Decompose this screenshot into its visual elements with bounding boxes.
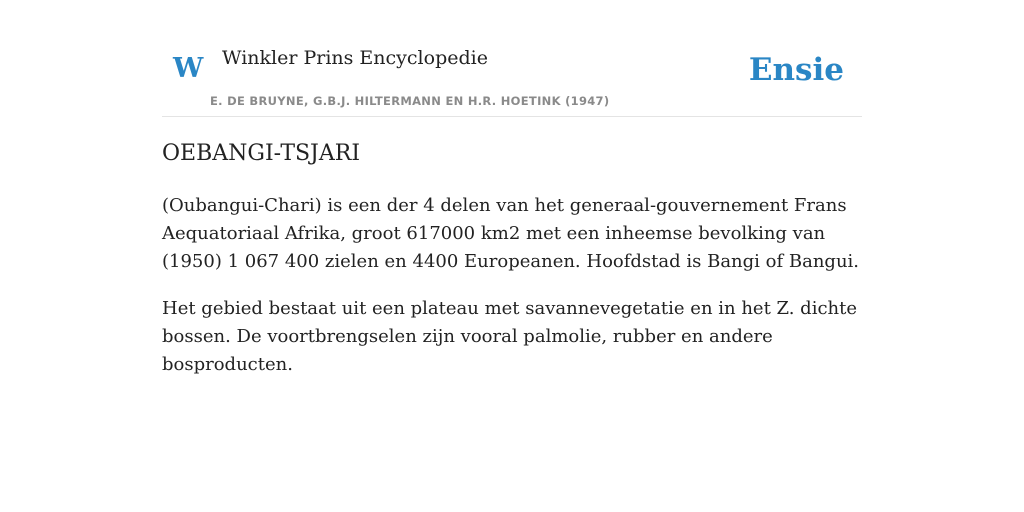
article-paragraph: (Oubangui-Chari) is een der 4 delen van het generaal-gouvernement Frans Aequatoriaal Afrika, groot 617000 km2 met een inheemse bevolking van (1950) 1 067 400 zielen en 4400 Europeanen. Hoofdstad is Bangi of Bangui. [162,195,860,272]
brand-logo[interactable]: Ensie [748,52,844,88]
site-title-link[interactable]: Winkler Prins Encyclopedie [222,47,488,69]
article-paragraph: Het gebied bestaat uit een plateau met savannevegetatie en in het Z. dichte bossen. De voortbrengselen zijn vooral palmolie, rubber en andere bosproducten. [162,298,858,375]
site-header [162,0,862,117]
site-logo[interactable]: W [173,53,204,84]
article [162,138,862,379]
article-title: OEBANGI-TSJARI [162,141,361,166]
authors-credit: E. DE BRUYNE, G.B.J. HILTERMANN EN H.R. HOETINK (1947) [210,94,610,108]
